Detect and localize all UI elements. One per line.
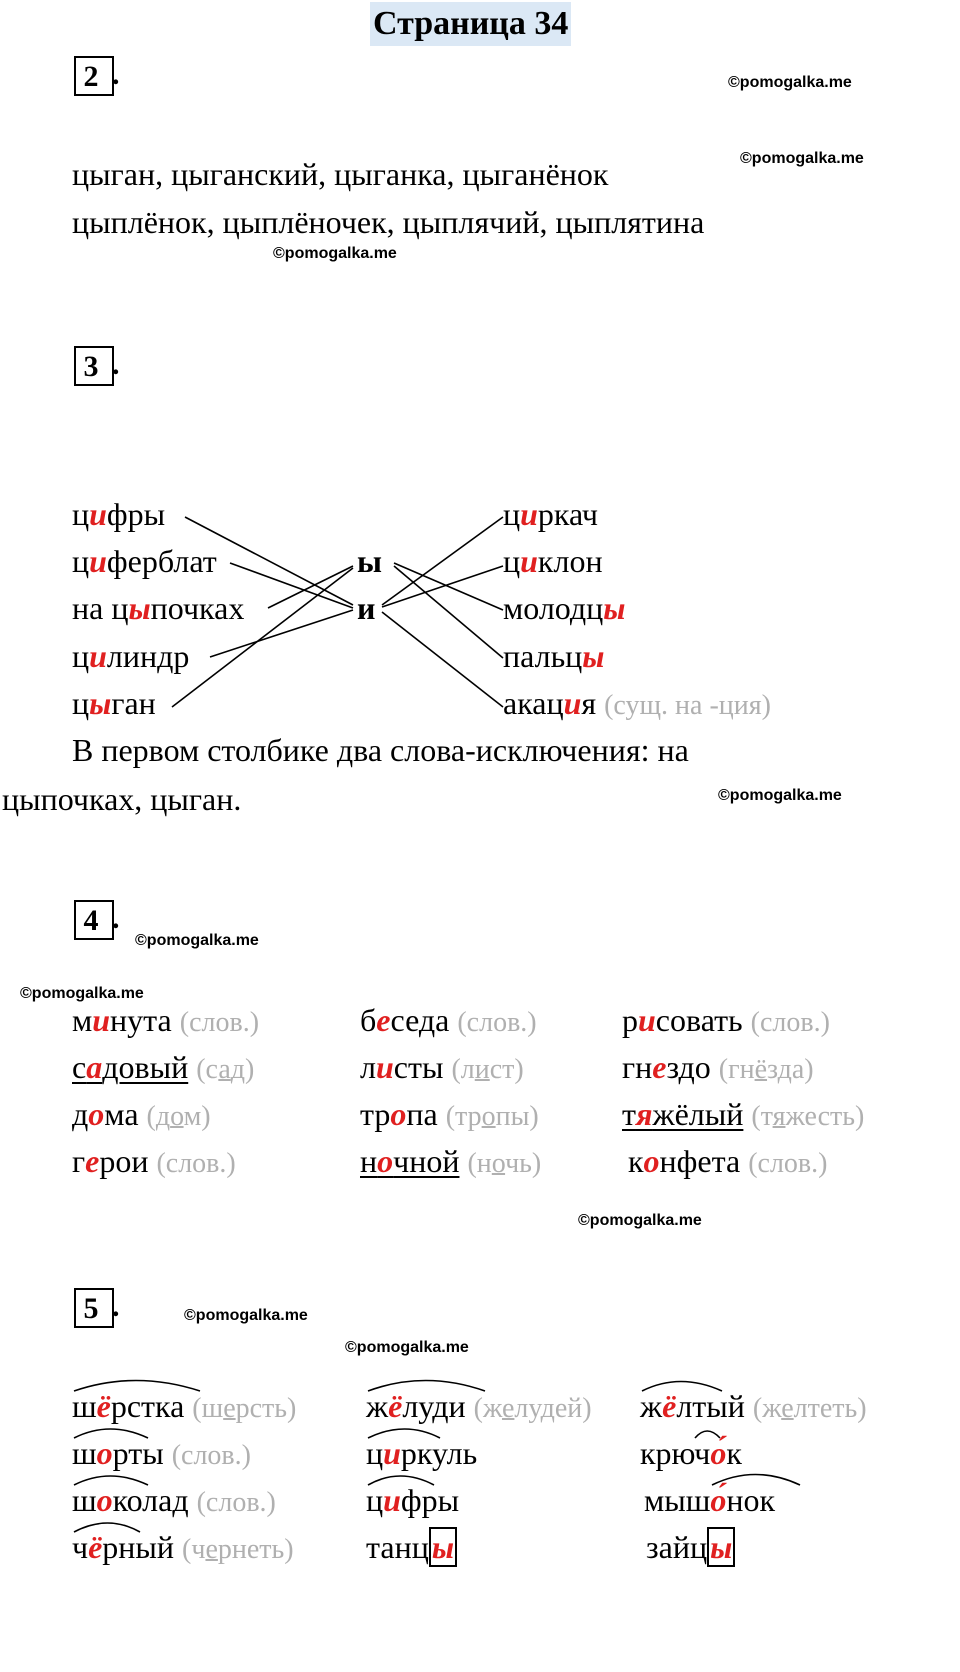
task4-word: гнездо (гнёзда): [622, 1049, 814, 1085]
watermark: ©pomogalka.me: [728, 74, 852, 91]
match-line: [230, 563, 353, 608]
word-left-4: цилиндр: [72, 638, 190, 674]
watermark: ©pomogalka.me: [273, 245, 397, 262]
task5-word: циркуль: [366, 1435, 478, 1471]
word-right-5: акация (сущ. на -ция): [503, 685, 771, 721]
match-line: [382, 517, 503, 605]
task5-word: жёлуди (желудей): [366, 1388, 592, 1424]
task5-word: шоколад (слов.): [72, 1482, 276, 1518]
task-number-4: 4: [74, 900, 114, 940]
task4-word: тропа (тропы): [360, 1096, 539, 1132]
task4-word: ночной (ночь): [360, 1143, 542, 1179]
watermark: ©pomogalka.me: [718, 787, 842, 804]
watermark: ©pomogalka.me: [135, 932, 259, 949]
watermark: ©pomogalka.me: [345, 1339, 469, 1356]
task5-word: крючо́к: [640, 1435, 742, 1471]
task-number-dot: .: [112, 348, 120, 381]
task5-word: чёрный (чернеть): [72, 1529, 294, 1565]
task2-line1: цыган, цыганский, цыганка, цыганёнок: [72, 156, 609, 192]
task-number-dot: .: [112, 1290, 120, 1323]
task4-word: рисовать (слов.): [622, 1002, 830, 1038]
word-right-3: молодцы: [503, 590, 626, 626]
word-right-4: пальцы: [503, 638, 605, 674]
task4-word: конфета (слов.): [628, 1143, 828, 1179]
match-line: [382, 612, 503, 707]
task-number-dot: .: [112, 58, 120, 91]
watermark: ©pomogalka.me: [20, 985, 144, 1002]
word-left-5: цыган: [72, 685, 156, 721]
match-line: [394, 566, 503, 658]
task4-word: садовый (сад): [72, 1049, 255, 1085]
word-left-1: цифры: [72, 496, 166, 532]
task3-conclusion-line2: цыпочках, цыган.: [2, 781, 242, 817]
task-number-3: 3: [74, 346, 114, 386]
word-right-2: циклон: [503, 543, 603, 579]
match-line: [394, 563, 503, 610]
task4-word: минута (слов.): [72, 1002, 260, 1038]
note: (сущ. на -ция): [604, 690, 771, 721]
task5-word: цифры: [366, 1482, 460, 1518]
watermark: ©pomogalka.me: [578, 1212, 702, 1229]
match-line: [382, 566, 503, 607]
task-number-5: 5: [74, 1288, 114, 1328]
task3-conclusion-line1: В первом столбике два слова-исключения: на: [72, 732, 689, 768]
task4-word: тяжёлый (тяжесть): [622, 1096, 865, 1132]
task4-word: листы (лист): [360, 1049, 524, 1085]
task5-word: мышо́нок: [644, 1482, 776, 1518]
watermark: ©pomogalka.me: [184, 1307, 308, 1324]
task5-word: шёрстка (шерсть): [72, 1388, 297, 1424]
task5-word: жёлтый (желтеть): [640, 1388, 867, 1424]
center-letter-i: и: [357, 590, 376, 626]
word-left-3: на цыпочках: [72, 590, 245, 626]
task2-line2: цыплёнок, цыплёночек, цыплячий, цыплятина: [72, 204, 705, 240]
task-number-2: 2: [74, 56, 114, 96]
task5-word: зайцы: [646, 1527, 735, 1567]
task4-word: герои (слов.): [72, 1143, 236, 1179]
task4-word: дома (дом): [72, 1096, 211, 1132]
word-right-1: циркач: [503, 496, 598, 532]
match-line: [268, 566, 353, 608]
task4-word: беседа (слов.): [360, 1002, 537, 1038]
watermark: ©pomogalka.me: [740, 150, 864, 167]
task-number-dot: .: [112, 902, 120, 935]
word-left-2: циферблат: [72, 543, 217, 579]
task5-word: шорты (слов.): [72, 1435, 251, 1471]
task5-word: танцы: [366, 1527, 457, 1567]
center-letter-y: ы: [357, 543, 382, 579]
page-title: Страница 34: [370, 2, 571, 46]
